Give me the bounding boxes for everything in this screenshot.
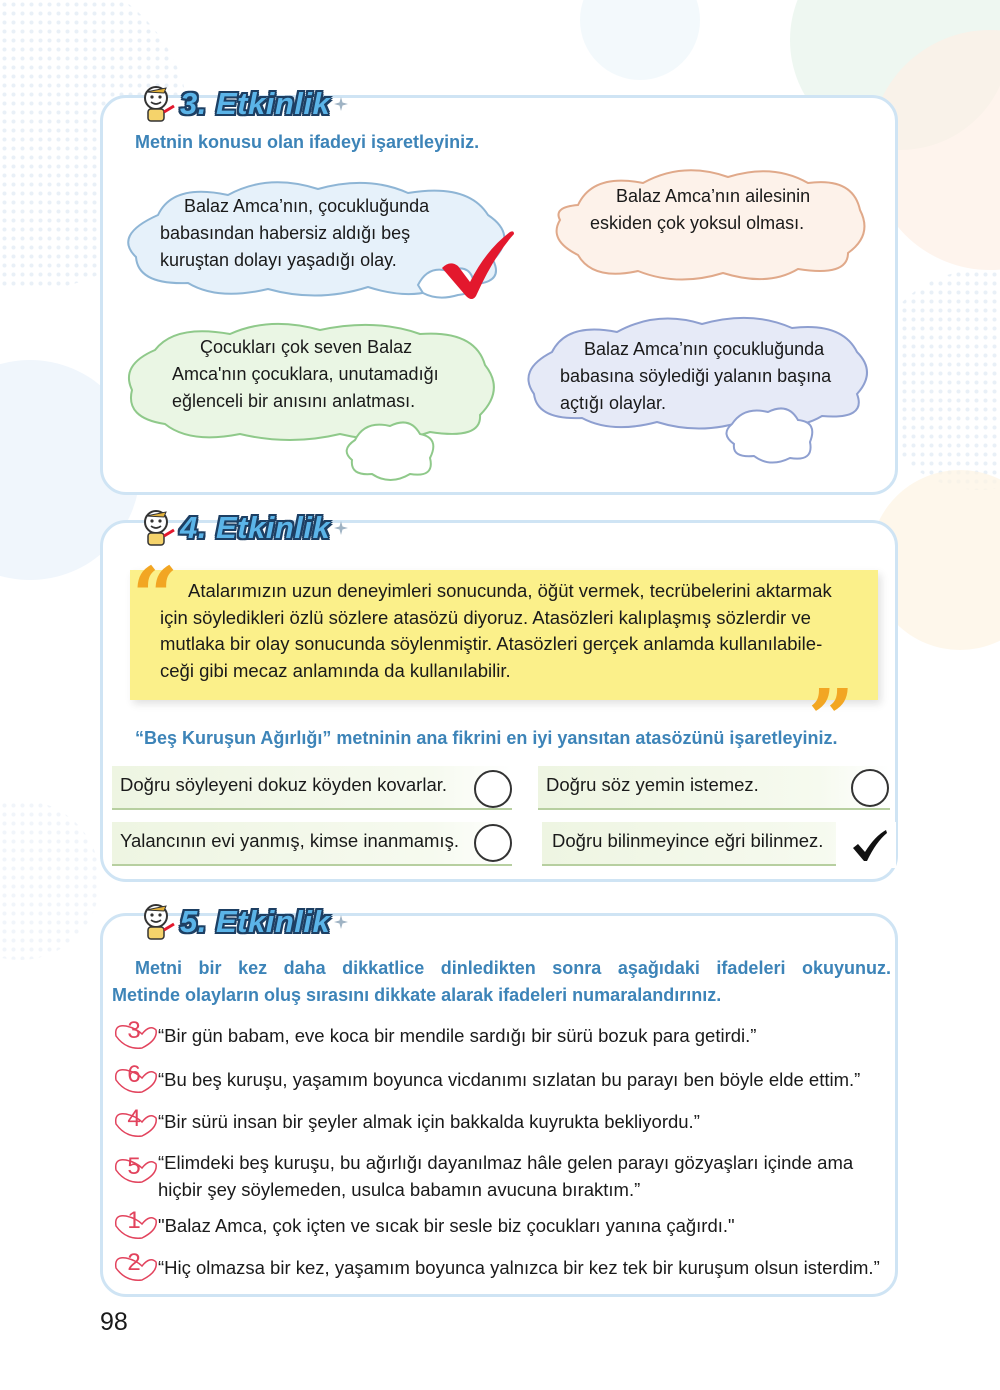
proverb-option-2-circle[interactable] xyxy=(851,769,889,807)
proverb-option-2-text: Doğru söz yemin istemez. xyxy=(546,774,759,795)
order-number[interactable]: 1 xyxy=(127,1207,141,1234)
activity-3-instruction: Metnin konusu olan ifadeyi işaretleyiniz. xyxy=(135,132,480,152)
order-number[interactable]: 2 xyxy=(127,1249,141,1276)
star-icon xyxy=(334,521,348,535)
star-icon xyxy=(334,97,348,111)
proverb-option-4-check-box[interactable] xyxy=(836,822,896,868)
cloud-4-line-2: babasına söylediği yalanın başına xyxy=(560,366,832,386)
star-icon xyxy=(334,915,348,929)
cloud-option-3[interactable] xyxy=(120,320,505,485)
order-item-text xyxy=(158,1022,898,1049)
proverb-option-3-text: Yalancının evi yanmış, kimse inanmamış. xyxy=(120,830,459,851)
order-item-line: “Elimdeki beş kuruşu, bu ağırlığı dayanılmaz hâle gelen parayı gözyaşları içinde ama xyxy=(158,1152,854,1173)
order-number[interactable]: 4 xyxy=(127,1105,141,1132)
order-item-3 xyxy=(112,1105,898,1138)
activity-4-instruction: “Beş Kuruşun Ağırlığı” metninin ana fikrini en iyi yansıtan atasözünü işaretleyiniz. xyxy=(135,728,838,748)
order-item-1 xyxy=(112,1017,898,1050)
proverb-option-1-circle[interactable] xyxy=(474,770,512,808)
mascot-icon xyxy=(140,902,176,942)
order-item-line: “Bir sürü insan bir şeyler almak için bakkalda kuyrukta bekliyordu.” xyxy=(158,1111,700,1132)
cloud-1-line-2: babasından habersiz aldığı beş xyxy=(160,223,411,243)
cloud-4-line-3: açtığı olaylar. xyxy=(560,393,667,413)
proverb-option-2[interactable] xyxy=(538,766,890,810)
close-quote-icon: ” xyxy=(808,671,855,765)
atasozu-note-text xyxy=(160,578,875,684)
proverb-option-3[interactable] xyxy=(112,822,512,866)
proverb-option-3-circle[interactable] xyxy=(474,824,512,862)
order-number[interactable]: 3 xyxy=(127,1017,141,1044)
note-line-2: için söyledikleri özlü sözlere atasözü diyoruz. Atasözleri kalıplaşmış sözlerdir ve xyxy=(160,606,811,628)
cloud-1-line-1: Balaz Amca’nın, çocukluğunda xyxy=(184,196,430,216)
cloud-3-line-1: Çocukları çok seven Balaz xyxy=(200,337,413,357)
activity-5-title: 5. Etkinlik xyxy=(180,904,331,939)
mascot-icon xyxy=(140,508,176,548)
open-quote-icon: “ xyxy=(132,549,179,643)
order-number[interactable]: 5 xyxy=(127,1153,141,1180)
order-item-text xyxy=(158,1149,898,1203)
activity-5-instruction-line-2: Metinde olayların oluş sırasını dikkate alarak ifadeleri numaralandırınız. xyxy=(112,985,722,1005)
check-icon xyxy=(850,828,890,864)
activity-3-badge xyxy=(140,84,348,124)
order-item-6 xyxy=(112,1249,898,1282)
order-number[interactable]: 6 xyxy=(127,1061,141,1088)
proverb-option-4-text: Doğru bilinmeyince eğri bilinmez. xyxy=(552,830,824,851)
mascot-icon xyxy=(140,84,176,124)
order-item-5 xyxy=(112,1207,898,1240)
note-line-4: ceği gibi mecaz anlamında da kullanılabilir. xyxy=(160,659,511,681)
activity-4-title: 4. Etkinlik xyxy=(180,510,331,545)
activity-3-title: 3. Etkinlik xyxy=(180,86,331,121)
cloud-option-2[interactable] xyxy=(548,165,868,285)
order-item-line: “Hiç olmazsa bir kez, yaşamım boyunca yalnızca bir kez tek bir kuruşum olsun isterdim.” xyxy=(158,1257,880,1278)
order-item-line: “Bir gün babam, eve koca bir mendile sardığı bir sürü bozuk para getirdi.” xyxy=(158,1025,757,1046)
order-item-line: "Balaz Amca, çok içten ve sıcak bir sesle biz çocukları yanına çağırdı." xyxy=(158,1215,735,1236)
cloud-2-line-1: Balaz Amca’nın ailesinin xyxy=(616,186,811,206)
cloud-4-line-1: Balaz Amca’nın çocukluğunda xyxy=(584,339,825,359)
cloud-3-line-2: Amca'nın çocuklara, unutamadığı xyxy=(172,364,439,384)
order-item-line: “Bu beş kuruşu, yaşamım boyunca vicdanımı sızlatan bu parayı ben böyle elde ettim.” xyxy=(158,1069,861,1090)
activity-4-badge xyxy=(140,508,348,548)
order-item-2 xyxy=(112,1061,898,1094)
order-item-text xyxy=(158,1212,898,1239)
note-line-1: Atalarımızın uzun deneyimleri sonucunda, öğüt vermek, tecrübelerini aktarmak xyxy=(188,580,832,601)
order-item-text xyxy=(158,1066,898,1093)
cloud-3-line-3: eğlenceli bir anısını anlatması. xyxy=(172,391,416,411)
activity-5-instruction-line-1: Metni bir kez daha dikkatlice dinledikten sonra aşağıdaki ifadeleri okuyunuz. xyxy=(135,958,891,978)
page-number: 98 xyxy=(100,1308,128,1336)
order-item-line: hiçbir şey söylemeden, usulca babamın avucuna bıraktım.” xyxy=(158,1179,641,1200)
proverb-option-1-text: Doğru söyleyeni dokuz köyden kovarlar. xyxy=(120,774,448,795)
order-item-4 xyxy=(112,1150,898,1206)
order-item-text xyxy=(158,1108,898,1135)
proverb-option-1[interactable] xyxy=(112,766,512,810)
cloud-1-line-3: kuruştan dolayı yaşadığı olay. xyxy=(160,250,397,270)
order-item-text xyxy=(158,1254,898,1281)
cloud-option-4[interactable] xyxy=(522,312,877,467)
red-check-icon xyxy=(440,230,516,302)
cloud-2-line-2: eskiden çok yoksul olması. xyxy=(590,213,805,233)
note-line-3: mutlaka bir olay sonucunda söylenmiştir. Atasözleri gerçek anlamda kullanılabile- xyxy=(160,633,823,654)
activity-5-badge xyxy=(140,902,348,942)
